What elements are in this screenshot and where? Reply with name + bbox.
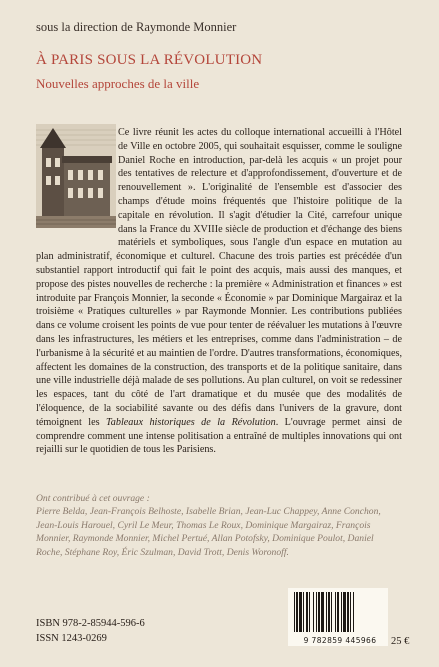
book-subtitle: Nouvelles approches de la ville [36,76,200,91]
summary-main: Ce livre réunit les actes du colloque international accueilli à l'Hôtel de Ville en octobre 2005, qui souhaitait esquisser, comme le souligne Daniel Roche en introduction, par-delà les acquis « un projet pour des tentatives de relecture et d'approfondissement, d'ouverture et de renouvellement ». L'originalité de l'ensemble est d'associer des champs d'étude moins fréquentés que l'histoire politique de la capitale en révolution. Il s'agit d'étudier la Cité, carrefour unique dans la France du XVIIIe siècle de production et d'échange des biens matériels et symboliques, sous l'angle d'un espace en mutation au plan administratif, économique et culturel. Chacune des trois parties est précédée d'un substantiel rapport introductif qui fait le point des acquis, mais aussi des manques, et propose des pistes nouvelles de recherche : la première « Administration et finances » est introduite par François Monnier, la seconde « Économie » par Dominique Margairaz et la troisième « Pratiques culturelles » par Raymonde Monnier. Les contributions publiées dans ce volume croisent les points de vue pour tenter de réévaluer les mutations à l'œuvre dans les infrastructures, les métiers et les entreprises, comme dans l'administration – de l'urbanisme à la sécurité et au maintien de l'ordre. D'autres transformations, économiques, affectent les domaines de la construction, des transports et de la politique sanitaire, dans une ville industrielle déjà malade de ses pollutions. Au plan culturel, on voit se redessiner les espaces, tant du côté de l'art dramatique et du musée que des modalités de l'éloquence, de la sociabilité savante ou des défis dans l'univers de la gravure, dont témoignent les [36,127,402,428]
barcode-number: 9 782859 445966 [303,636,377,645]
summary-italic-title: Tableaux historiques de la Révolution [106,416,276,428]
price: 25 € [391,636,410,647]
summary-text [36,126,402,457]
contributors-label: Ont contribué à cet ouvrage : [36,493,150,504]
identifiers [36,616,145,646]
contributors-block [36,492,402,559]
summary-end: . L'ouvrage permet ainsi de comprendre comment une intense politisation a entraîné de multiples innovations qui ont rejailli sur le quotidien de tous les Parisiens. [36,416,402,456]
book-title: À PARIS SOUS LA RÉVOLUTION [36,52,263,68]
editor-line: sous la direction de Raymonde Monnier [36,20,237,34]
contributors-list: Pierre Belda, Jean-François Belhoste, Isabelle Brian, Jean-Luc Chappey, Anne Conchon, Jean-Louis Harouel, Cyril Le Meur, Thomas Le Roux, Dominique Margairaz, François Monnier, Raymonde Monnier, Michel Pertué, Allan Potofsky, Dominique Poulot, Daniel Roche, Stéphane Roy, Éric Szulman, David Trott, Denis Woronoff. [36,506,381,558]
isbn: ISBN 978-2-85944-596-6 [36,618,145,629]
issn: ISSN 1243-0269 [36,633,107,644]
